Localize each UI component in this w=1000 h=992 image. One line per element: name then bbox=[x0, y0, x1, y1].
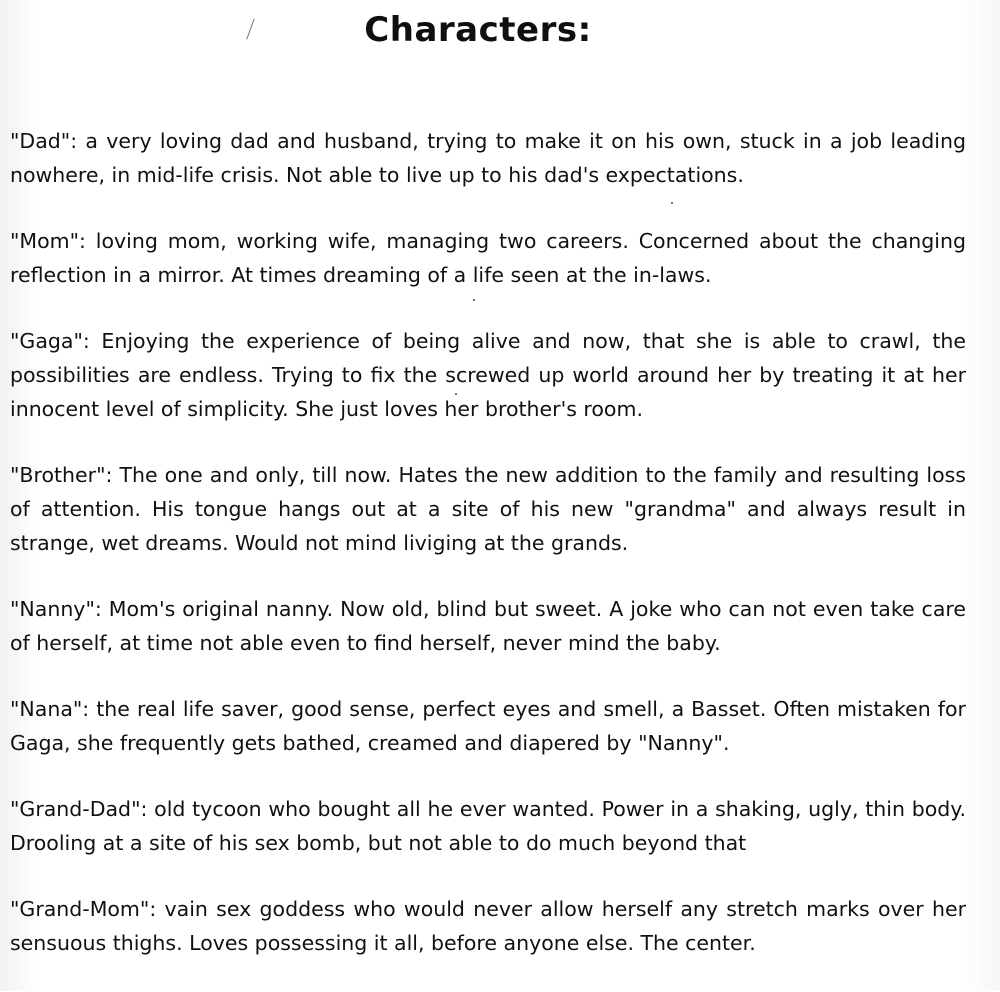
character-entry-dad: "Dad": a very loving dad and husband, trying to make it on his own, stuck in a job leading nowhere, in mid-life crisis. Not able to live up to his dad's expectations. bbox=[10, 129, 966, 187]
character-entry-grand-dad: "Grand-Dad": old tycoon who bought all he ever wanted. Power in a shaking, ugly, thin body. Drooling at a site of his sex bomb, but not able to do much beyond that bbox=[10, 797, 966, 855]
character-entry-gaga: "Gaga": Enjoying the experience of being alive and now, that she is able to crawl, the possibilities are endless. Trying to fix the screwed up world around her by treating it at her innocent level of simplicity. She just loves her brother's room. bbox=[10, 329, 966, 421]
character-entry-grand-mom: "Grand-Mom": vain sex goddess who would never allow herself any stretch marks over her sensuous thighs. Loves possessing it all, before anyone else. The center. bbox=[10, 897, 966, 955]
character-list bbox=[10, 124, 966, 992]
character-entry-nanny: "Nanny": Mom's original nanny. Now old, blind but sweet. A joke who can not even take care of herself, at time not able even to find herself, never mind the baby. bbox=[10, 597, 966, 655]
character-entry-brother: "Brother": The one and only, till now. Hates the new addition to the family and resulting loss of attention. His tongue hangs out at a site of his new "grandma" and always result in strange, wet dreams. Would not mind liviging at the grands. bbox=[10, 463, 966, 555]
character-entry-nana: "Nana": the real life saver, good sense, perfect eyes and smell, a Basset. Often mistaken for Gaga, she frequently gets bathed, creamed and diapered by "Nanny". bbox=[10, 697, 966, 755]
page-title: Characters: bbox=[364, 10, 592, 50]
character-entry-mom: "Mom": loving mom, working wife, managing two careers. Concerned about the changing reflection in a mirror. At times dreaming of a life seen at the in-laws. bbox=[10, 229, 966, 287]
